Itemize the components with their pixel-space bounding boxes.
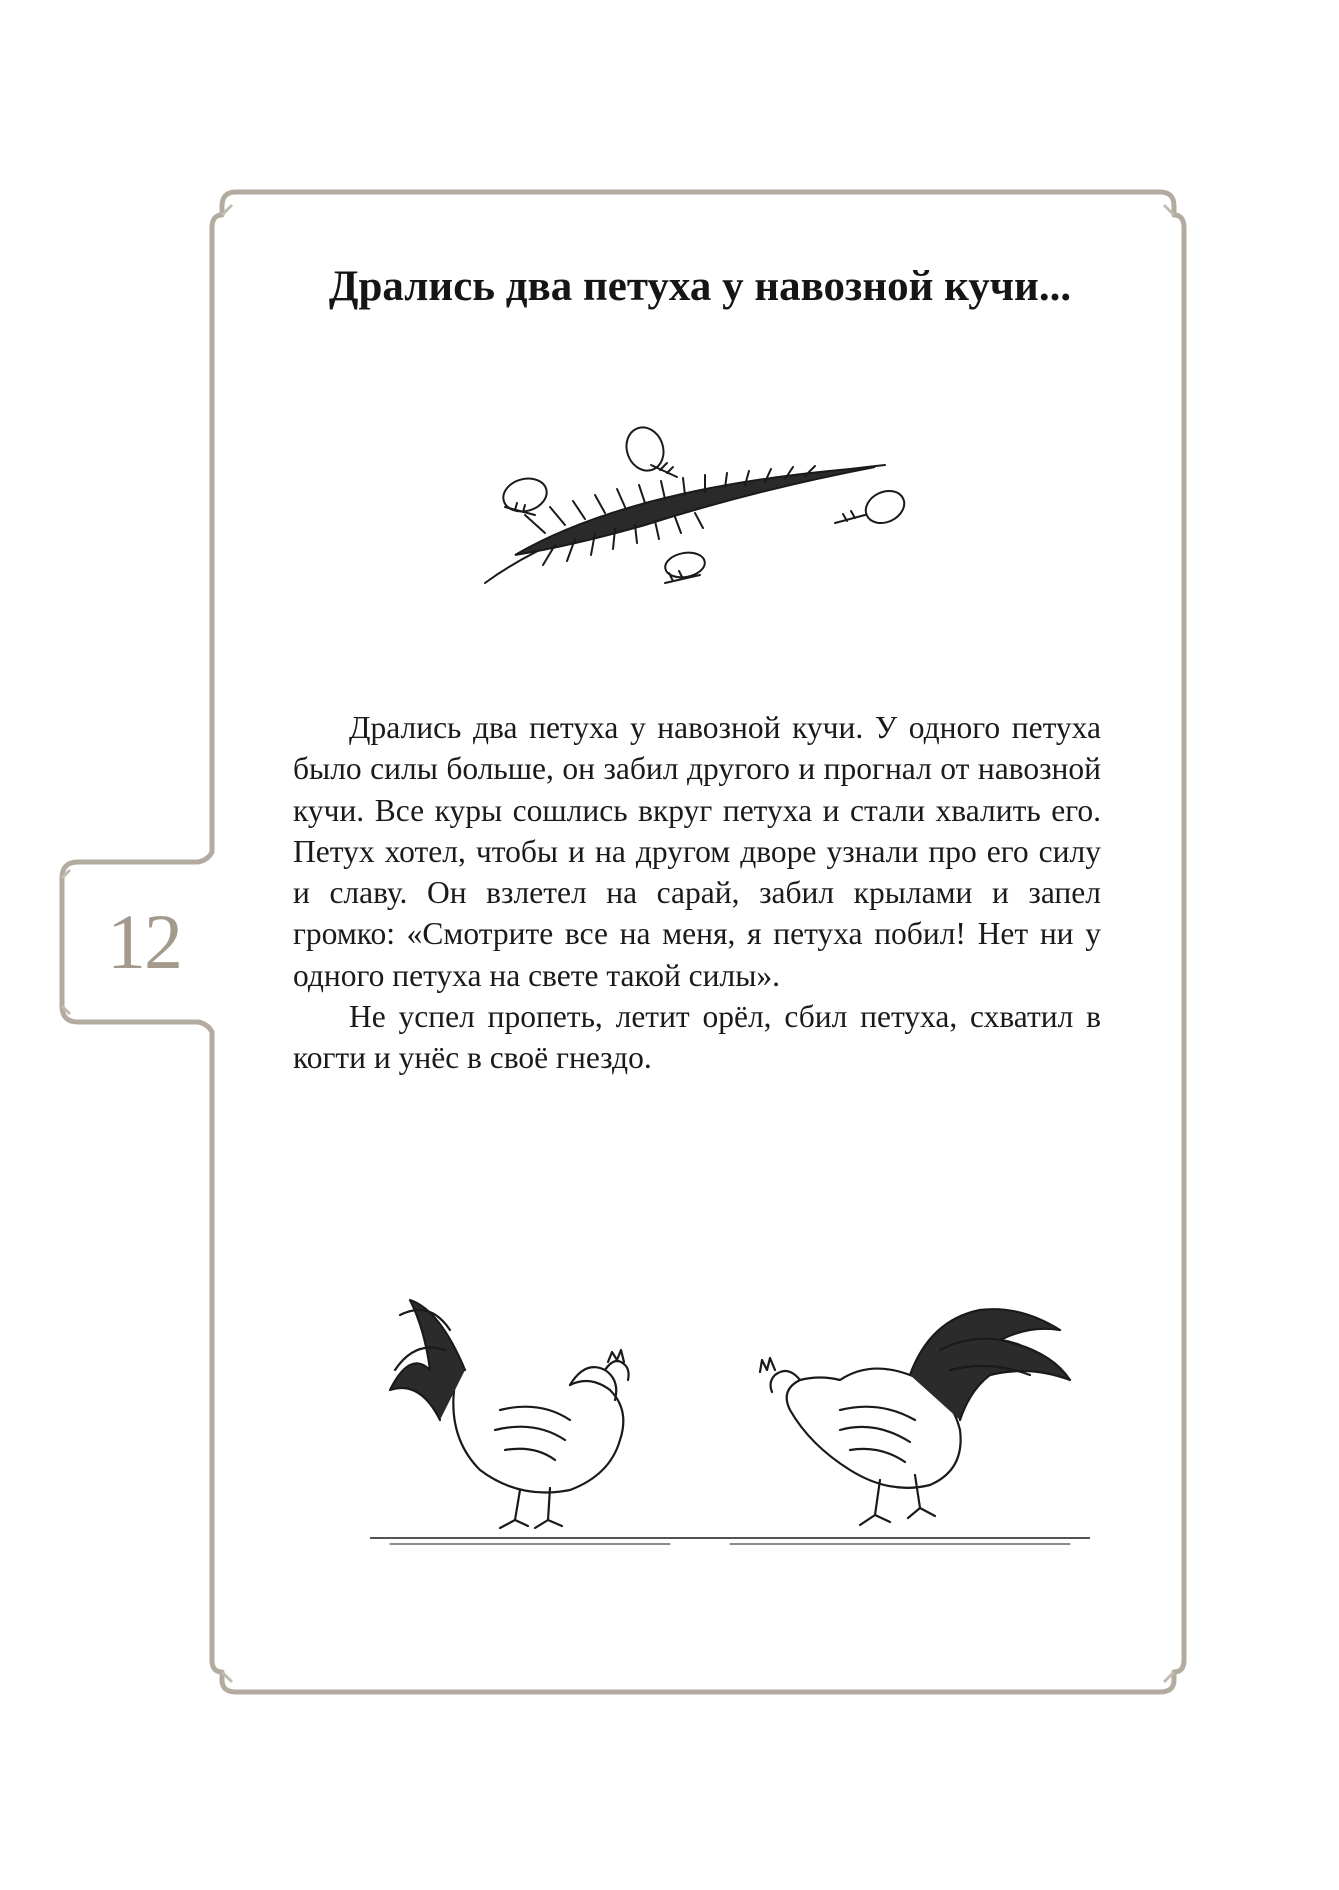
page-number: 12 bbox=[107, 898, 181, 985]
story-text bbox=[293, 707, 1101, 1079]
feather-illustration bbox=[455, 415, 935, 595]
story-paragraph: Дрались два петуха у навозной кучи. У одного петуха было силы больше, он забил другого и прогнал от навозной кучи. Все куры сошлись вкруг петуха и стали хвалить его. Петух хотел, чтобы и на другом дворе узнали про его силу и славу. Он взлетел на сарай, забил крылами и запел громко: «Смотрите все на меня, я петуха побил! Нет ни у одного петуха на свете такой силы». bbox=[293, 710, 1101, 993]
page-title: Дрались два петуха у навозной кучи... bbox=[328, 263, 1072, 310]
story-paragraph: Не успел пропеть, летит орёл, сбил петуха, схватил в когти и унёс в своё гнездо. bbox=[293, 999, 1101, 1076]
fighting-roosters-illustration bbox=[370, 1270, 1090, 1560]
